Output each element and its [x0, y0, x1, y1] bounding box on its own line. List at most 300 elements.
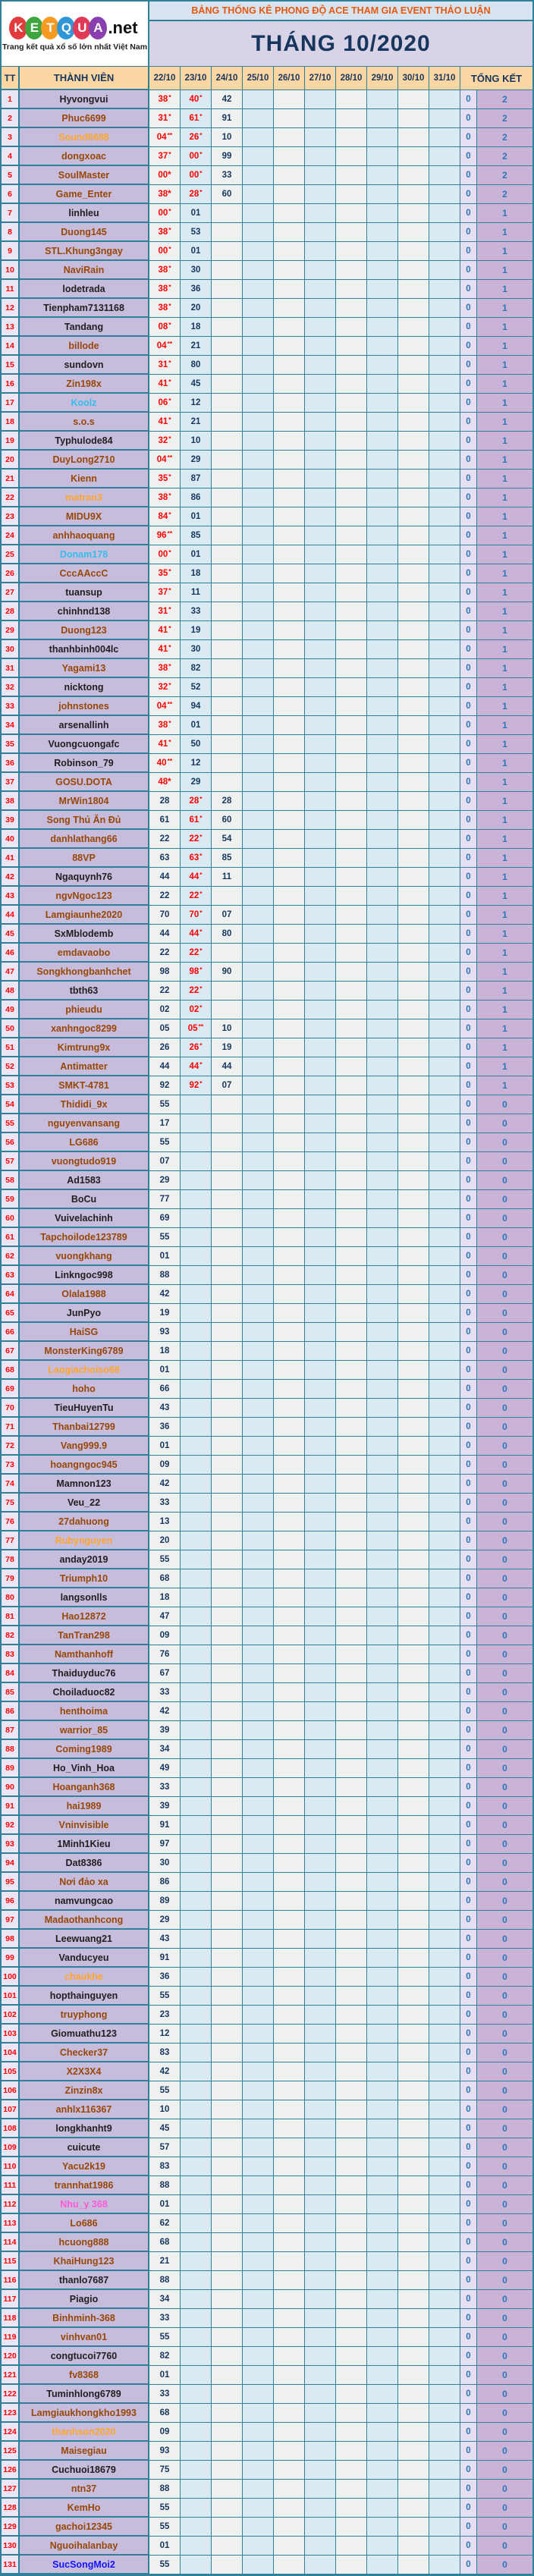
day-cell: [367, 1892, 398, 1911]
total-cell: 0: [477, 1968, 532, 1987]
day-cell: [367, 394, 398, 413]
day-cell: [149, 1645, 181, 1664]
day-cell: [398, 1019, 429, 1038]
member-name: Ngaquynh76: [20, 868, 149, 887]
day-value: 83: [159, 2162, 170, 2171]
day-cell: [274, 1456, 305, 1475]
day-cell: [367, 887, 398, 906]
day-cell: [305, 1740, 336, 1759]
table-row: [2, 1304, 532, 1323]
day-cell: [181, 204, 212, 223]
day-cell: [367, 2252, 398, 2271]
day-value: 88: [159, 2181, 170, 2190]
member-name: Hoanganh368: [20, 1778, 149, 1797]
day-cell: [367, 1664, 398, 1683]
day-cell: [429, 1475, 460, 1494]
row-number: 105: [2, 2062, 20, 2081]
day-cell: [429, 185, 460, 204]
day-value: 22: [189, 948, 199, 957]
day-cell: [243, 1437, 274, 1456]
day-value: 01: [159, 1252, 170, 1261]
day-cell: [243, 2252, 274, 2271]
col-header-total: TỔNG KẾT: [460, 67, 532, 90]
day-cell: [149, 2385, 181, 2404]
day-cell: [212, 318, 243, 337]
row-number: 24: [2, 526, 20, 545]
day-cell: [243, 128, 274, 147]
row-number: 103: [2, 2025, 20, 2044]
day-value: 01: [190, 209, 201, 218]
total-sub-cell: 0: [460, 1456, 477, 1475]
row-number: 60: [2, 1209, 20, 1228]
day-cell: [429, 166, 460, 185]
day-cell: [181, 337, 212, 356]
day-cell: [305, 602, 336, 621]
day-value: 02: [189, 1005, 199, 1014]
day-cell: [274, 1209, 305, 1228]
day-cell: [398, 2062, 429, 2081]
day-cell: [212, 470, 243, 488]
day-cell: [274, 1247, 305, 1266]
day-cell: [305, 507, 336, 526]
day-cell: [367, 2309, 398, 2328]
row-number: 123: [2, 2404, 20, 2423]
day-cell: [367, 1304, 398, 1323]
row-number: 34: [2, 716, 20, 735]
star-marker: *: [168, 586, 171, 594]
day-cell: [274, 1607, 305, 1626]
table-row: [2, 1209, 532, 1228]
day-cell: [336, 1702, 367, 1721]
day-cell: [429, 602, 460, 621]
day-cell: [243, 356, 274, 375]
day-cell: [336, 1228, 367, 1247]
day-cell: [305, 2138, 336, 2157]
star-marker: **: [167, 529, 173, 537]
day-cell: [398, 2518, 429, 2537]
total-cell: 0: [477, 2176, 532, 2195]
member-name: Vanducyeu: [20, 1949, 149, 1968]
day-cell: [181, 887, 212, 906]
day-cell: [305, 1323, 336, 1342]
row-number: 80: [2, 1588, 20, 1607]
day-cell: [212, 1399, 243, 1418]
day-cell: [305, 280, 336, 299]
day-cell: [274, 1475, 305, 1494]
day-cell: [429, 2176, 460, 2195]
table-row: [2, 1380, 532, 1399]
day-cell: [367, 1380, 398, 1399]
day-cell: [305, 1797, 336, 1816]
table-row: [2, 640, 532, 659]
day-cell: [429, 1304, 460, 1323]
day-cell: [305, 2423, 336, 2442]
day-cell: [429, 1721, 460, 1740]
member-name: Namthanhoff: [20, 1645, 149, 1664]
day-cell: [305, 204, 336, 223]
day-cell: [243, 925, 274, 944]
day-cell: [305, 147, 336, 166]
day-cell: [336, 1968, 367, 1987]
day-cell: [149, 640, 181, 659]
day-value: 60: [221, 190, 232, 199]
day-cell: [336, 1930, 367, 1949]
day-value: 00: [158, 209, 168, 218]
day-cell: [181, 2385, 212, 2404]
total-sub-cell: 0: [460, 1664, 477, 1683]
day-cell: [398, 1228, 429, 1247]
day-cell: [367, 1418, 398, 1437]
day-value: 02: [159, 1005, 170, 1014]
day-value: 05: [187, 1024, 198, 1033]
day-cell: [243, 944, 274, 963]
day-cell: [336, 470, 367, 488]
day-cell: [181, 1645, 212, 1664]
row-number: 47: [2, 963, 20, 982]
day-cell: [305, 1835, 336, 1854]
star-marker: *: [168, 320, 171, 328]
col-header-date: 29/10: [367, 67, 398, 90]
row-number: 18: [2, 413, 20, 432]
day-cell: [149, 128, 181, 147]
row-number: 116: [2, 2271, 20, 2290]
total-cell: 0: [477, 2404, 532, 2423]
day-cell: [181, 1683, 212, 1702]
day-cell: [149, 2461, 181, 2480]
table-row: [2, 906, 532, 925]
total-cell: 0: [477, 2423, 532, 2442]
table-row: [2, 564, 532, 583]
day-cell: [336, 1475, 367, 1494]
day-cell: [429, 1266, 460, 1285]
member-name: matran3: [20, 488, 149, 507]
row-number: 41: [2, 849, 20, 868]
total-cell: 1: [477, 1076, 532, 1095]
row-number: 31: [2, 659, 20, 678]
day-cell: [243, 2480, 274, 2499]
table-row: [2, 1266, 532, 1285]
table-row: [2, 1607, 532, 1626]
day-cell: [336, 678, 367, 697]
row-number: 93: [2, 1835, 20, 1854]
day-cell: [367, 1816, 398, 1835]
day-cell: [212, 2385, 243, 2404]
day-cell: [429, 697, 460, 716]
member-name: Madaothanhcong: [20, 1911, 149, 1930]
day-cell: [336, 830, 367, 849]
day-value: 44: [221, 1062, 232, 1071]
day-cell: [305, 2214, 336, 2233]
table-row: [2, 223, 532, 242]
day-cell: [367, 944, 398, 963]
total-sub-cell: 0: [460, 1968, 477, 1987]
day-cell: [212, 1038, 243, 1057]
row-number: 21: [2, 470, 20, 488]
day-cell: [181, 261, 212, 280]
total-cell: 0: [477, 2025, 532, 2044]
day-cell: [336, 583, 367, 602]
total-sub-cell: 0: [460, 1531, 477, 1550]
day-cell: [398, 583, 429, 602]
day-cell: [429, 1114, 460, 1133]
day-value: 61: [159, 815, 170, 825]
table-row: [2, 1759, 532, 1778]
day-cell: [243, 868, 274, 887]
day-value: 53: [190, 228, 201, 237]
star-marker: *: [199, 1060, 203, 1068]
day-cell: [336, 925, 367, 944]
total-cell: 0: [477, 2062, 532, 2081]
row-number: 27: [2, 583, 20, 602]
table-row: [2, 356, 532, 375]
day-cell: [305, 2537, 336, 2556]
day-value: 18: [190, 569, 201, 578]
day-cell: [398, 1607, 429, 1626]
table-row: [2, 432, 532, 451]
day-cell: [367, 1778, 398, 1797]
day-cell: [398, 1854, 429, 1873]
member-name: hcuong888: [20, 2233, 149, 2252]
day-cell: [181, 583, 212, 602]
day-cell: [274, 2328, 305, 2347]
day-cell: [274, 1968, 305, 1987]
member-name: hoangngoc945: [20, 1456, 149, 1475]
total-cell: 1: [477, 849, 532, 868]
day-cell: [305, 2081, 336, 2100]
day-cell: [336, 526, 367, 545]
star-marker: *: [168, 548, 171, 556]
day-cell: [367, 1721, 398, 1740]
row-number: 36: [2, 754, 20, 773]
day-cell: [429, 1626, 460, 1645]
member-name: phieudu: [20, 1001, 149, 1019]
total-cell: 0: [477, 1531, 532, 1550]
member-name: truyphong: [20, 2006, 149, 2025]
day-cell: [429, 2119, 460, 2138]
day-cell: [274, 925, 305, 944]
table-row: [2, 2309, 532, 2328]
day-cell: [149, 773, 181, 792]
total-sub-cell: 0: [460, 261, 477, 280]
day-cell: [149, 185, 181, 204]
day-cell: [181, 90, 212, 109]
day-cell: [398, 1626, 429, 1645]
day-cell: [429, 1607, 460, 1626]
day-cell: [274, 2537, 305, 2556]
total-sub-cell: 0: [460, 451, 477, 470]
row-number: 120: [2, 2347, 20, 2366]
total-sub-cell: 0: [460, 2461, 477, 2480]
total-sub-cell: 0: [460, 204, 477, 223]
day-cell: [336, 2290, 367, 2309]
day-cell: [274, 906, 305, 925]
day-cell: [274, 488, 305, 507]
member-name: Lo686: [20, 2214, 149, 2233]
total-cell: 1: [477, 261, 532, 280]
day-cell: [212, 659, 243, 678]
day-cell: [367, 2480, 398, 2499]
day-value: 31: [158, 114, 168, 123]
total-cell: 0: [477, 2081, 532, 2100]
day-cell: [398, 166, 429, 185]
day-cell: [367, 2556, 398, 2574]
day-cell: [212, 963, 243, 982]
day-cell: [429, 944, 460, 963]
day-cell: [274, 982, 305, 1001]
day-cell: [398, 1987, 429, 2006]
total-cell: 1: [477, 242, 532, 261]
day-cell: [149, 413, 181, 432]
day-cell: [181, 1152, 212, 1171]
total-cell: 1: [477, 375, 532, 394]
day-cell: [274, 1323, 305, 1342]
day-cell: [367, 451, 398, 470]
day-cell: [429, 1683, 460, 1702]
day-cell: [305, 1873, 336, 1892]
day-cell: [274, 318, 305, 337]
day-cell: [336, 2157, 367, 2176]
day-cell: [367, 109, 398, 128]
day-cell: [274, 394, 305, 413]
day-cell: [181, 1892, 212, 1911]
star-marker: *: [168, 605, 171, 613]
member-name: sundovn: [20, 356, 149, 375]
day-cell: [429, 2195, 460, 2214]
day-cell: [367, 1607, 398, 1626]
day-cell: [149, 337, 181, 356]
total-cell: 1: [477, 792, 532, 811]
day-cell: [274, 1285, 305, 1304]
star-marker: **: [167, 756, 173, 765]
day-cell: [181, 2252, 212, 2271]
day-cell: [212, 1892, 243, 1911]
day-cell: [212, 90, 243, 109]
day-cell: [367, 280, 398, 299]
day-cell: [212, 1683, 243, 1702]
day-cell: [212, 925, 243, 944]
member-name: Vuivelachinh: [20, 1209, 149, 1228]
day-cell: [429, 2025, 460, 2044]
day-cell: [336, 2404, 367, 2423]
day-cell: [181, 507, 212, 526]
day-cell: [429, 963, 460, 982]
member-name: Ad1583: [20, 1171, 149, 1190]
star-marker: *: [168, 149, 171, 158]
total-cell: 1: [477, 1057, 532, 1076]
day-cell: [429, 1380, 460, 1399]
total-cell: 1: [477, 394, 532, 413]
table-row: [2, 1342, 532, 1361]
day-cell: [367, 242, 398, 261]
day-cell: [212, 716, 243, 735]
day-cell: [336, 394, 367, 413]
day-cell: [398, 2119, 429, 2138]
total-cell: 0: [477, 1588, 532, 1607]
header-right: [149, 2, 532, 67]
day-cell: [429, 1133, 460, 1152]
total-cell: 1: [477, 640, 532, 659]
day-cell: [305, 1001, 336, 1019]
day-value: 18: [159, 1346, 170, 1356]
day-cell: [212, 413, 243, 432]
day-cell: [398, 1342, 429, 1361]
member-name: Thididi_9x: [20, 1095, 149, 1114]
day-cell: [149, 1550, 181, 1569]
row-number: 85: [2, 1683, 20, 1702]
day-cell: [367, 868, 398, 887]
day-cell: [429, 868, 460, 887]
star-marker: *: [168, 415, 171, 423]
total-cell: 1: [477, 356, 532, 375]
day-cell: [181, 1342, 212, 1361]
day-cell: [398, 1494, 429, 1513]
day-value: 83: [159, 2048, 170, 2057]
day-cell: [274, 356, 305, 375]
table-row: [2, 1626, 532, 1645]
day-cell: [336, 2309, 367, 2328]
day-cell: [149, 887, 181, 906]
day-cell: [243, 261, 274, 280]
day-cell: [336, 1531, 367, 1550]
day-cell: [336, 1987, 367, 2006]
day-value: 38: [158, 303, 168, 313]
day-value: 29: [159, 1176, 170, 1185]
day-cell: [336, 432, 367, 451]
total-sub-cell: 0: [460, 925, 477, 944]
row-number: 100: [2, 1968, 20, 1987]
day-cell: [274, 2119, 305, 2138]
day-cell: [305, 2366, 336, 2385]
total-cell: 1: [477, 526, 532, 545]
total-cell: 0: [477, 1114, 532, 1133]
day-cell: [305, 1057, 336, 1076]
total-cell: 0: [477, 2271, 532, 2290]
day-cell: [305, 982, 336, 1001]
day-cell: [149, 470, 181, 488]
total-sub-cell: 0: [460, 1304, 477, 1323]
star-marker: *: [199, 168, 203, 177]
day-cell: [429, 1247, 460, 1266]
row-number: 124: [2, 2423, 20, 2442]
day-value: 75: [159, 2465, 170, 2474]
day-cell: [336, 1019, 367, 1038]
table-row: [2, 1513, 532, 1531]
day-cell: [149, 526, 181, 545]
table-row: [2, 526, 532, 545]
day-cell: [398, 564, 429, 583]
day-cell: [398, 2214, 429, 2233]
day-cell: [305, 621, 336, 640]
day-cell: [398, 1038, 429, 1057]
total-sub-cell: 0: [460, 507, 477, 526]
day-cell: [243, 1626, 274, 1645]
day-cell: [367, 1930, 398, 1949]
day-cell: [336, 1171, 367, 1190]
table-row: [2, 1418, 532, 1437]
day-cell: [149, 1759, 181, 1778]
day-cell: [305, 1152, 336, 1171]
total-sub-cell: 0: [460, 1911, 477, 1930]
total-cell: 0: [477, 1892, 532, 1911]
total-sub-cell: 0: [460, 128, 477, 147]
day-cell: [305, 470, 336, 488]
day-cell: [398, 944, 429, 963]
day-value: 29: [159, 1915, 170, 1924]
day-cell: [398, 2556, 429, 2574]
day-cell: [336, 1835, 367, 1854]
day-cell: [367, 2518, 398, 2537]
day-cell: [149, 1038, 181, 1057]
